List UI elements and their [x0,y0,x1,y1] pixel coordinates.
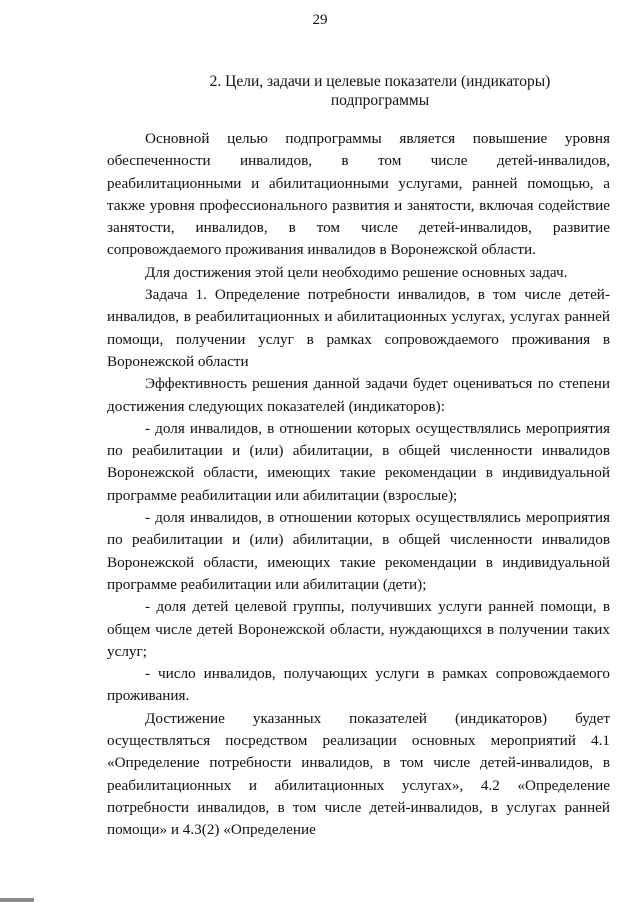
section-heading-line-1: 2. Цели, задачи и целевые показатели (индикаторы) [209,73,551,90]
indicator-item-children: - доля инвалидов, в отношении которых осуществлялись мероприятия по реабилитации и (или) абилитации, в общей численности инвалидов Воронежской области, имеющих такие рекомендации в индивидуальной программе реабилитации или абилитации (дети); [107,509,610,593]
paragraph-achievement: Достижение указанных показателей (индикаторов) будет осуществляться посредством реализации основных мероприятий 4.1 «Определение потребности инвалидов, в том числе детей-инвалидов, в реабилитационных и абилитационных услугах», 4.2 «Определение потребности инвалидов, в том числе детей-инвалидов, в услугах ранней помощи» и 4.3(2) «Определение [107,709,610,839]
document-body [107,128,610,842]
scan-artifact [0,898,34,902]
section-heading [190,72,570,110]
page-number: 29 [312,12,328,28]
paragraph-tasks-intro: Для достижения этой цели необходимо решение основных задач. [145,263,568,281]
section-heading-line-2: подпрограммы [330,92,430,109]
paragraph-effectiveness: Эффективность решения данной задачи будет оцениваться по степени достижения следующих показателей (индикаторов): [107,375,610,415]
indicator-item-adults: - доля инвалидов, в отношении которых осуществлялись мероприятия по реабилитации и (или) абилитации, в общей численности инвалидов Воронежской области, имеющих такие рекомендации в индивидуальной программе реабилитации или абилитации (взрослые); [107,419,610,504]
indicator-item-early-help: - доля детей целевой группы, получивших услуги ранней помощи, в общем числе детей Воронежской области, нуждающихся в получении таких услуг; [107,598,610,660]
indicator-item-supported-living: - число инвалидов, получающих услуги в рамках сопровождаемого проживания. [107,665,610,705]
paragraph-main-goal: Основной целью подпрограммы является повышение уровня обеспеченности инвалидов, в том числе детей-инвалидов, реабилитационными и абилитационными услугами, ранней помощью, а также уровня профессионального развития и занятости, включая содействие занятости, инвалидов, в том числе детей-инвалидов, развитие сопровождаемого проживания инвалидов в Воронежской области. [107,130,610,259]
paragraph-task-1: Задача 1. Определение потребности инвалидов, в том числе детей-инвалидов, в реабилитационных и абилитационных услугах, услугах ранней помощи, получении услуг в рамках сопровождаемого проживания в Воронежской области [107,286,610,370]
